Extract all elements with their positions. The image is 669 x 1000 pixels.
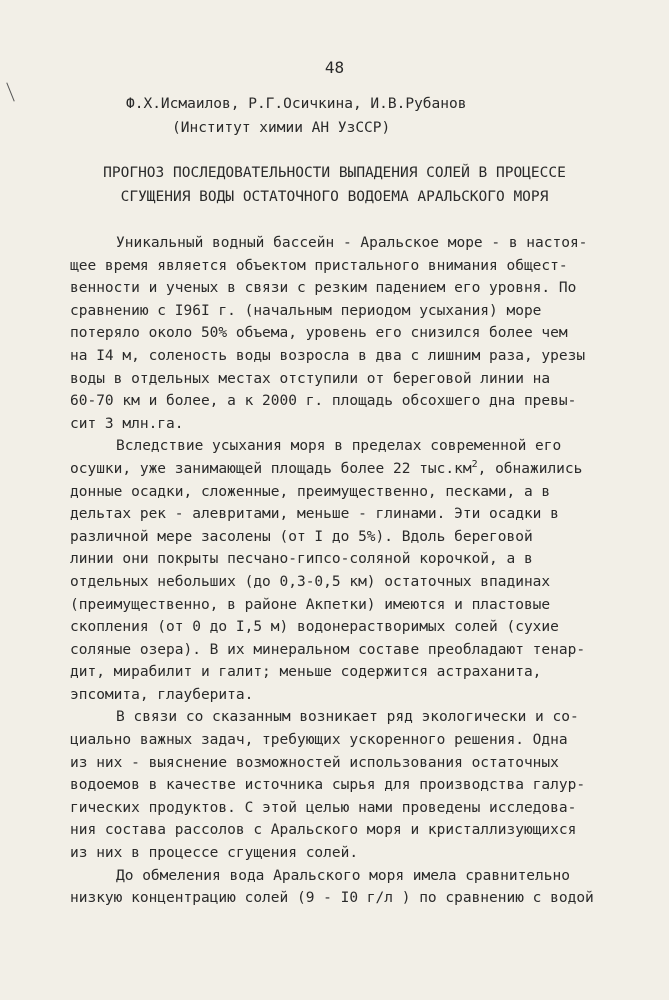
body-text (70, 232, 630, 910)
body-line: (преимущественно, в районе Акпетки) имеются и пластовые (70, 596, 551, 613)
margin-mark (6, 83, 14, 102)
body-line: эпсомита, глауберита. (70, 686, 254, 703)
institute: (Институт химии АН УзССР) (172, 120, 391, 136)
body-line: водоемов в качестве источника сырья для производства галур- (70, 777, 586, 794)
body-line: В связи со сказанным возникает ряд экологически и со- (116, 709, 579, 726)
body-line: 60-70 км и более, а к 2000 г. площадь обсохшего дна превы- (70, 393, 577, 410)
body-line: ния состава рассолов с Аральского моря и кристаллизующихся (70, 822, 577, 839)
body-line: отдельных небольших (до 0,3-0,5 км) остаточных впадинах (70, 573, 551, 590)
body-line: До обмеления вода Аральского моря имела сравнительно (116, 867, 570, 884)
body-line-with-superscript (70, 458, 630, 481)
title-line-2: СГУЩЕНИЯ ВОДЫ ОСТАТОЧНОГО ВОДОЕМА АРАЛЬСКОГО МОРЯ (120, 189, 549, 205)
body-line-continuation: , обнажились (477, 460, 583, 477)
body-line: линии они покрыты песчано-гипсо-соляной корочкой, а в (70, 551, 533, 568)
body-line: скопления (от 0 до I,5 м) водонерастворимых солей (сухие (70, 619, 559, 636)
body-line: венности и ученых в связи с резким падением его уровня. По (70, 280, 577, 297)
body-line: потеряло около 50% объема, уровень его снизился более чем (70, 325, 568, 342)
superscript: 2 (471, 459, 478, 471)
body-line: дельтах рек - алевритами, меньше - глинами. Эти осадки в (70, 506, 559, 523)
body-line: щее время является объектом пристального внимания общест- (70, 257, 568, 274)
body-line: из них в процессе сгущения солей. (70, 845, 359, 862)
body-line: циально важных задач, требующих ускоренного решения. Одна (70, 732, 568, 749)
page-number: 48 (324, 58, 345, 77)
body-line: различной мере засолены (от I до 5%). Вдоль береговой (70, 528, 533, 545)
body-line: из них - выяснение возможностей использования остаточных (70, 754, 559, 771)
body-line: воды в отдельных местах отступили от береговой линии на (70, 370, 551, 387)
body-line: Уникальный водный бассейн - Аральское море - в настоя- (116, 235, 588, 251)
body-line: сит 3 млн.га. (70, 415, 184, 432)
body-line: Вследствие усыхания моря в пределах современной его (116, 438, 562, 455)
body-line: сравнению с I96I г. (начальным периодом усыхания) море (70, 302, 542, 319)
body-line: гических продуктов. С этой целью нами проведены исследова- (70, 799, 577, 816)
body-line: донные осадки, сложенные, преимущественно, песками, а в (70, 483, 551, 500)
body-line-text: осушки, уже занимающей площадь более 22 тыс.км (70, 460, 472, 477)
body-line: дит, мирабилит и галит; меньше содержится астраханита, (70, 664, 542, 681)
body-line: соляные озера). В их минеральном составе преобладают тенар- (70, 641, 586, 658)
title-line-1: ПРОГНОЗ ПОСЛЕДОВАТЕЛЬНОСТИ ВЫПАДЕНИЯ СОЛЕЙ В ПРОЦЕССЕ (103, 165, 566, 181)
body-line: низкую концентрацию солей (9 - I0 г/л ) по сравнению с водой (70, 890, 594, 907)
body-line: на I4 м, соленость воды возросла в два с лишним раза, урезы (70, 347, 586, 364)
authors: Ф.Х.Исмаилов, Р.Г.Осичкина, И.В.Рубанов (126, 96, 467, 112)
